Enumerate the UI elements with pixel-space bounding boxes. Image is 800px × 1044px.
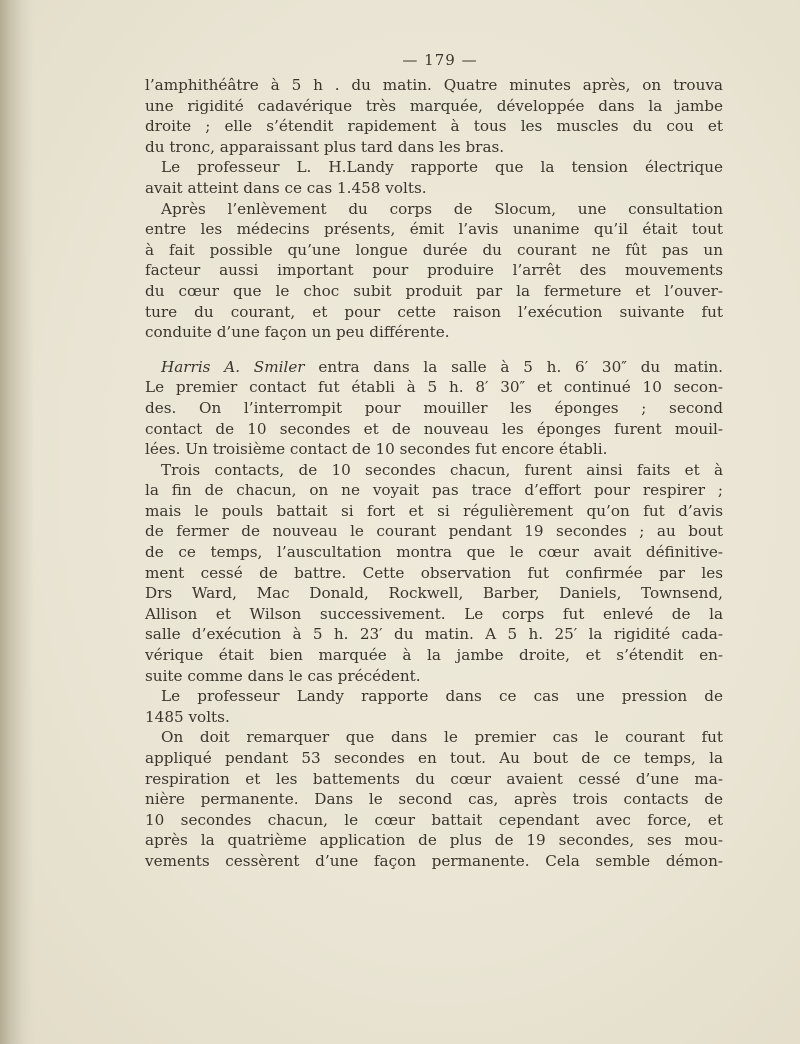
- text-line: Après l’enlèvement du corps de Slocum, une consultation: [161, 199, 723, 218]
- text-line: Drs Ward, Mac Donald, Rockwell, Barber, Daniels, Townsend,: [145, 584, 723, 603]
- text-line: Le professeur Landy rapporte dans ce cas une pression de: [161, 687, 723, 706]
- text-line: après la quatrième application de plus de 19 secondes, ses mou-: [145, 831, 723, 850]
- text-line: 10 secondes chacun, le cœur battait cependant avec force, et: [145, 810, 723, 829]
- text-line: de ce temps, l’auscultation montra que le cœur avait définitive-: [145, 543, 723, 562]
- text-line: conduite d’une façon un peu différente.: [145, 323, 450, 342]
- text-line: du cœur que le choc subit produit par la fermeture et l’ouver-: [145, 281, 723, 300]
- text-line: mais le pouls battait si fort et si régulièrement qu’on fut d’avis: [145, 501, 723, 520]
- text-line: Trois contacts, de 10 secondes chacun, furent ainsi faits et à: [161, 460, 723, 479]
- text-line-rest: entra dans la salle à 5 h. 6′ 30″ du matin.: [304, 357, 723, 376]
- text-line: l’amphithéâtre à 5 h . du matin. Quatre minutes après, on trouva: [145, 76, 723, 94]
- text-line: Le premier contact fut établi à 5 h. 8′ 30″ et continué 10 secon-: [145, 378, 723, 397]
- text-line: On doit remarquer que dans le premier cas le courant fut: [161, 728, 723, 747]
- text-line: avait atteint dans ce cas 1.458 volts.: [145, 178, 427, 197]
- text-line: lées. Un troisième contact de 10 secondes fut encore établi.: [145, 440, 608, 459]
- text-line: vérique était bien marquée à la jambe droite, et s’étendit en-: [145, 646, 723, 665]
- text-line: de fermer de nouveau le courant pendant 19 secondes ; au bout: [145, 522, 723, 541]
- text-line: vements cessèrent d’une façon permanente. Cela semble démon-: [145, 851, 723, 870]
- text-line: ture du courant, et pour cette raison l’exécution suivante fut: [145, 302, 723, 321]
- person-name: Harris A. Smiler: [161, 357, 305, 376]
- text-line: entre les médecins présents, émit l’avis unanime qu’il était tout: [145, 220, 723, 239]
- text-line: appliqué pendant 53 secondes en tout. Au bout de ce temps, la: [145, 749, 723, 767]
- text-line: nière permanente. Dans le second cas, après trois contacts de: [145, 790, 723, 809]
- text-line: contact de 10 secondes et de nouveau les éponges furent mouil-: [145, 419, 723, 438]
- text-line: une rigidité cadavérique très marquée, développée dans la jambe: [145, 96, 723, 115]
- page-number: — 179 —: [402, 51, 478, 69]
- text-line: [145, 357, 723, 378]
- body-text: [145, 75, 723, 872]
- text-line: des. On l’interrompit pour mouiller les éponges ; second: [145, 398, 723, 417]
- text-line: 1485 volts.: [145, 707, 230, 726]
- text-line: suite comme dans le cas précédent.: [145, 666, 421, 685]
- text-line: facteur aussi important pour produire l’arrêt des mouvements: [145, 261, 723, 280]
- binding-edge: [0, 0, 34, 1044]
- text-line: salle d’exécution à 5 h. 23′ du matin. A 5 h. 25′ la rigidité cada-: [145, 625, 723, 644]
- text-line: à fait possible qu’une longue durée du courant ne fût pas un: [145, 240, 723, 259]
- text-line: respiration et les battements du cœur avaient cessé d’une ma-: [145, 769, 723, 788]
- text-line: droite ; elle s’étendit rapidement à tous les muscles du cou et: [145, 117, 723, 136]
- text-line: Le professeur L. H.Landy rapporte que la tension électrique: [161, 158, 723, 177]
- text-line: la fin de chacun, on ne voyait pas trace d’effort pour respirer ;: [145, 481, 723, 500]
- text-line: ment cessé de battre. Cette observation fut confirmée par les: [145, 563, 723, 582]
- text-line: Allison et Wilson successivement. Le corps fut enlevé de la: [145, 604, 723, 623]
- text-line: du tronc, apparaissant plus tard dans les bras.: [145, 137, 505, 156]
